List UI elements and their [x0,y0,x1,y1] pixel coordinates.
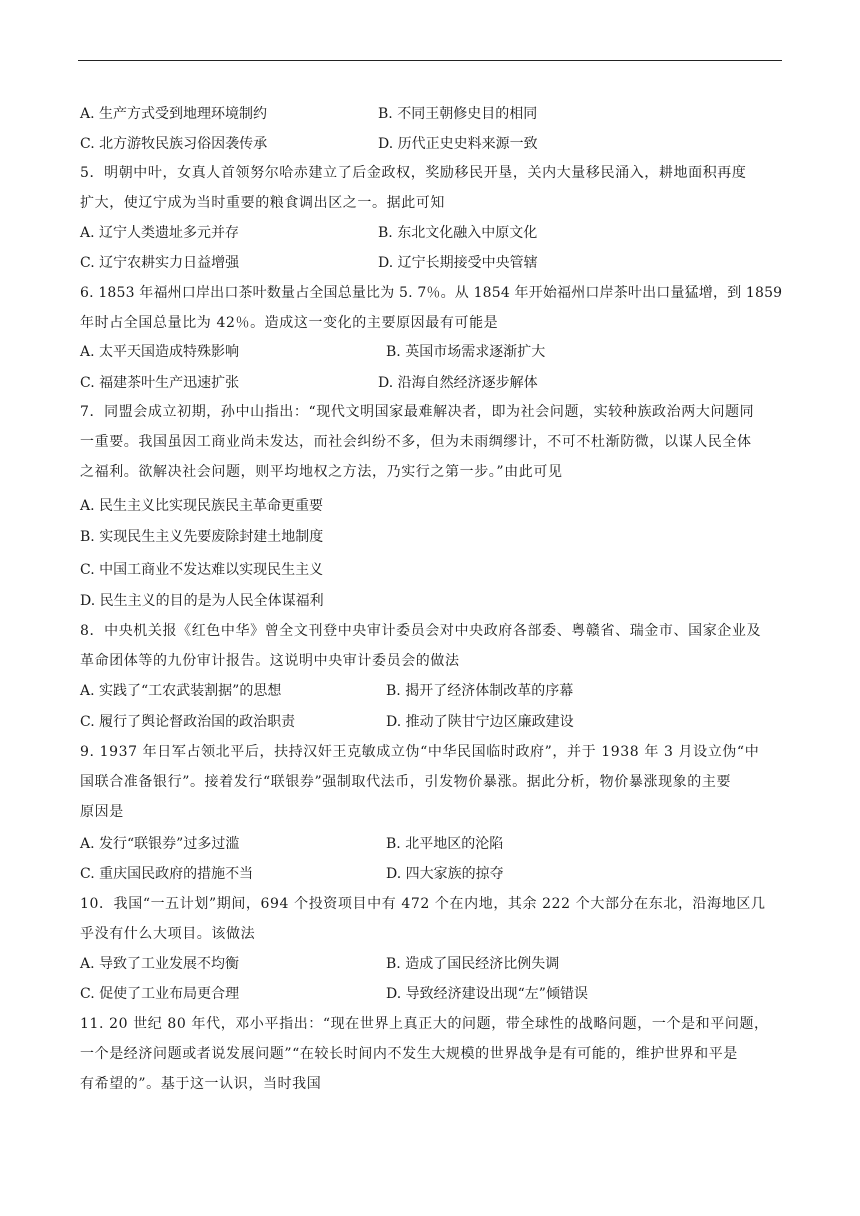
q9-stem-line-2: 国联合准备银行”。接着发行“联银券”强制取代法币，引发物价暴涨。据此分析，物价暴涨现象的主要 [80,774,732,790]
q5-option-b: B. 东北文化融入中原文化 [378,225,538,241]
q6-stem-line-2: 年时占全国总量比为 42％。造成这一变化的主要原因最有可能是 [80,315,499,331]
q10-option-d: D. 导致经济建设出现“左”倾错误 [386,986,588,1002]
q9-option-d: D. 四大家族的掠夺 [386,866,504,882]
q5-option-a: A. 辽宁人类遗址多元并存 [80,225,240,241]
q11-stem-line-3: 有希望的”。基于这一认识，当时我国 [80,1076,322,1092]
q4-option-b: B. 不同王朝修史目的相同 [378,106,538,122]
q10-option-b: B. 造成了国民经济比例失调 [386,956,560,972]
q7-option-d: D. 民生主义的目的是为人民全体谋福利 [80,593,324,609]
q5-stem-line-1: 5．明朝中叶，女真人首领努尔哈赤建立了后金政权，奖励移民开垦，关内大量移民涌入，耕地面积再度 [80,165,747,181]
q7-stem-line-1: 7．同盟会成立初期，孙中山指出：“现代文明国家最难解决者，即为社会问题，实较种族政治两大问题同 [80,404,755,420]
q9-stem-line-1: 9. 1937 年日军占领北平后，扶持汉奸王克敏成立伪“中华民国临时政府”，并于 1938 年 3 月设立伪“中 [80,744,760,760]
q7-stem-line-3: 之福利。欲解决社会问题，则平均地权之方法，乃实行之第一步。”由此可见 [80,464,563,480]
q4-option-c: C. 北方游牧民族习俗因袭传承 [80,136,268,152]
q5-option-c: C. 辽宁农耕实力日益增强 [80,255,240,271]
q8-option-b: B. 揭开了经济体制改革的序幕 [386,683,574,699]
q6-option-c: C. 福建茶叶生产迅速扩张 [80,375,240,391]
q6-stem-line-1: 6. 1853 年福州口岸出口茶叶数量占全国总量比为 5. 7％。从 1854 年开始福州口岸茶叶出口量猛增，到 1859 [80,285,783,301]
q9-option-c: C. 重庆国民政府的措施不当 [80,866,254,882]
q6-option-a: A. 太平天国造成特殊影响 [80,344,240,360]
q7-stem-line-2: 一重要。我国虽因工商业尚未发达，而社会纠纷不多，但为未雨绸缪计，不可不杜渐防微，以谋人民全体 [80,434,752,450]
q4-option-a: A. 生产方式受到地理环境制约 [80,106,268,122]
header-rule [78,60,782,61]
q8-stem-line-1: 8．中央机关报《红色中华》曾全文刊登中央审计委员会对中央政府各部委、粤赣省、瑞金市、国家企业及 [80,623,762,639]
q5-option-d: D. 辽宁长期接受中央管辖 [378,255,538,271]
q8-option-d: D. 推动了陕甘宁边区廉政建设 [386,714,574,730]
q6-option-b: B. 英国市场需求逐渐扩大 [386,344,546,360]
q7-option-b: B. 实现民生主义先要废除封建土地制度 [80,529,324,545]
q7-option-c: C. 中国工商业不发达难以实现民生主义 [80,562,324,578]
q8-stem-line-2: 革命团体等的九份审计报告。这说明中央审计委员会的做法 [80,653,460,669]
q9-stem-line-3: 原因是 [80,804,124,820]
q11-stem-line-2: 一个是经济问题或者说发展问题”“在较长时间内不发生大规模的世界战争是有可能的，维护世界和平是 [80,1046,738,1062]
q6-option-d: D. 沿海自然经济逐步解体 [378,375,538,391]
q10-option-c: C. 促使了工业布局更合理 [80,986,240,1002]
q7-option-a: A. 民生主义比实现民族民主革命更重要 [80,498,324,514]
q8-option-a: A. 实践了“工农武装割据”的思想 [80,683,282,699]
q10-stem-line-1: 10．我国“一五计划”期间，694 个投资项目中有 472 个在内地，其余 222 个大部分在东北，沿海地区几 [80,896,766,912]
q5-stem-line-2: 扩大，使辽宁成为当时重要的粮食调出区之一。据此可知 [80,195,445,211]
q8-option-c: C. 履行了舆论督政治国的政治职责 [80,714,296,730]
q9-option-a: A. 发行“联银券”过多过滥 [80,836,240,852]
q10-stem-line-2: 乎没有什么大项目。该做法 [80,926,256,942]
q9-option-b: B. 北平地区的沦陷 [386,836,504,852]
q4-option-d: D. 历代正史史料来源一致 [378,136,538,152]
q10-option-a: A. 导致了工业发展不均衡 [80,956,240,972]
q11-stem-line-1: 11. 20 世纪 80 年代，邓小平指出：“现在世界上真正大的问题，带全球性的战略问题，一个是和平问题， [80,1016,769,1032]
